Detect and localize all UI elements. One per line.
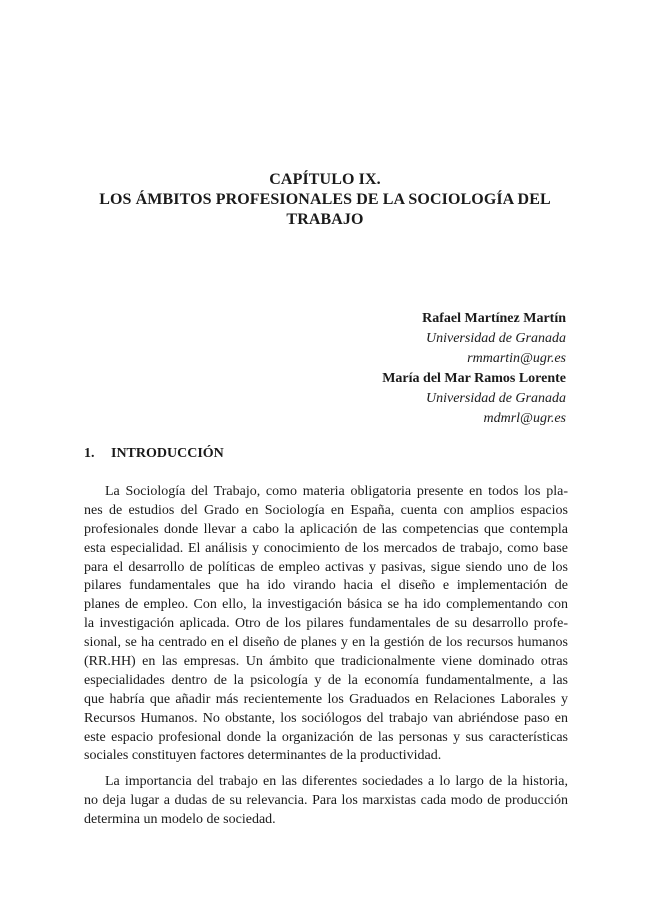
text-line: no deja lugar a dudas de su relevancia. Para los marxistas cada modo de producción — [84, 793, 568, 809]
text-line: sociales constituyen factores determinantes de la productividad. — [84, 748, 442, 764]
section-title: INTRODUCCIÓN — [111, 446, 224, 461]
author-affiliation: Universidad de Granada — [426, 391, 566, 406]
text-line: (RR.HH) en las empresas. Un ámbito que tradicionalmente viene dominado otras — [84, 654, 568, 670]
section-number: 1. — [84, 446, 95, 461]
author-block — [382, 309, 566, 429]
section-heading — [84, 444, 224, 464]
chapter-heading — [70, 170, 580, 230]
author-name: Rafael Martínez Martín — [422, 311, 566, 326]
text-line: profesionales donde llevar a cabo la aplicación de las competencias que contempla — [84, 521, 568, 537]
text-line: pilares fundamentales que ha ido virando hacia el diseño e implementación de — [84, 578, 568, 594]
chapter-heading-line: LOS ÁMBITOS PROFESIONALES DE LA SOCIOLOGÍA DEL — [99, 191, 551, 208]
paragraph-gap — [84, 766, 568, 773]
paragraph — [84, 773, 568, 830]
text-line: La importancia del trabajo en las diferentes sociedades a lo largo de la historia, — [105, 774, 568, 790]
text-line: nes de estudios del Grado en Sociología en España, cuenta con amplios espacios — [84, 502, 568, 518]
chapter-heading-line: CAPÍTULO IX. — [269, 171, 381, 188]
text-line: sional, se ha centrado en el diseño de planes y en la gestión de los recursos humanos — [84, 635, 568, 651]
text-line: La Sociología del Trabajo, como materia obligatoria presente en todos los pla- — [105, 484, 568, 499]
author-affiliation: Universidad de Granada — [426, 331, 566, 346]
chapter-heading-line: TRABAJO — [286, 211, 364, 228]
text-line: esta especialidad. El análisis y conocimiento de los mercados de trabajo, como base — [84, 540, 568, 556]
text-line: Recursos Humanos. No obstante, los sociólogos del trabajo van abriéndose paso en — [84, 710, 568, 726]
paragraph — [84, 483, 568, 766]
text-line: la investigación aplicada. Otro de los pilares fundamentales de su desarrollo profe- — [84, 616, 568, 632]
text-line: este espacio profesional donde la organización de las personas y sus características — [84, 729, 568, 745]
text-line: para el desarrollo de políticas de empleo activas y pasivas, sigue siendo uno de los — [84, 559, 568, 575]
text-line: planes de empleo. Con ello, la investigación básica se ha ido complementando con — [84, 597, 568, 613]
author-name: María del Mar Ramos Lorente — [382, 371, 566, 386]
text-line: especialidades dentro de la psicología y de la economía fundamentalmente, a las — [84, 672, 568, 688]
text-line: que habría que añadir más recientemente los Graduados en Relaciones Laborales y — [84, 691, 568, 707]
body-text — [84, 483, 568, 830]
author-email: mdmrl@ugr.es — [483, 411, 566, 426]
author-email: rmmartin@ugr.es — [467, 351, 566, 366]
text-line: determina un modelo de sociedad. — [84, 812, 276, 828]
